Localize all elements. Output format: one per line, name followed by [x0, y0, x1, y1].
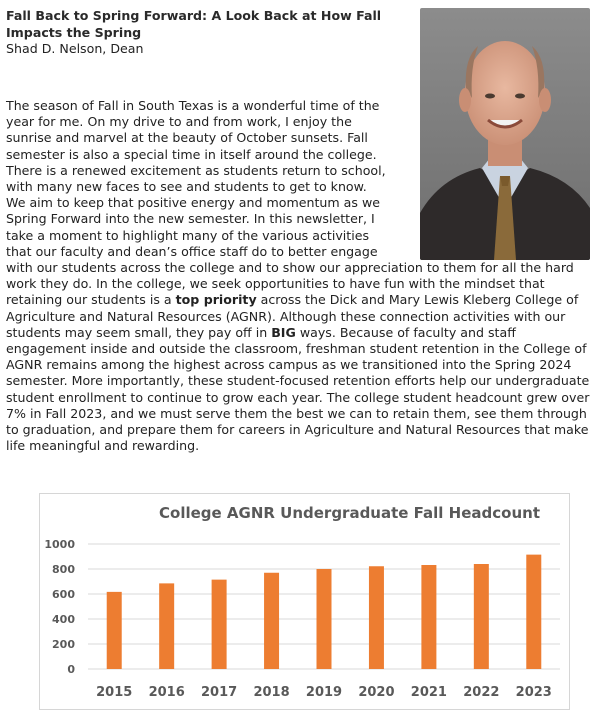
body-bold-big: BIG — [271, 324, 296, 340]
y-tick-label: 800 — [52, 563, 75, 576]
body-bold-top-priority: top priority — [175, 292, 257, 308]
x-tick-label: 2016 — [148, 685, 185, 700]
chart-plot-area — [40, 494, 569, 709]
chart-title: College AGNR Undergraduate Fall Headcount — [159, 504, 540, 522]
article — [6, 8, 590, 454]
x-tick-label: 2017 — [201, 685, 238, 700]
bar-2016 — [159, 583, 174, 669]
bar-2022 — [474, 564, 489, 669]
body-text-part2: across the Dick and Mary Lewis Kleberg College of Agriculture and Natural Resources (AGNR). Although these connection activities with our students may seem small, they pay off in — [6, 292, 579, 340]
x-tick-label: 2022 — [463, 685, 500, 700]
article-title: Fall Back to Spring Forward: A Look Back at How Fall Impacts the Spring — [6, 8, 382, 40]
bar-2023 — [526, 555, 541, 669]
y-tick-label: 1000 — [44, 538, 75, 551]
y-tick-label: 0 — [67, 663, 75, 676]
bar-2015 — [107, 592, 122, 669]
y-tick-label: 400 — [52, 613, 75, 626]
y-tick-label: 600 — [52, 588, 75, 601]
bar-2018 — [264, 573, 279, 669]
x-tick-label: 2021 — [410, 685, 447, 700]
article-body — [6, 98, 590, 454]
x-tick-label: 2023 — [515, 685, 552, 700]
x-tick-label: 2020 — [358, 685, 395, 700]
bar-2019 — [317, 569, 332, 669]
bar-2017 — [212, 580, 227, 669]
x-tick-label: 2015 — [96, 685, 133, 700]
body-text-part1: The season of Fall in South Texas is a wonderful time of the year for me. On my drive to and from work, I enjoy the sunrise and marvel at the beauty of October sunsets. Fall semester is also a special time in itself around the college. There is a renewed excitement as students return to school, with many new faces to see and students to get to know. We aim to keep that positive energy and momentum as we Spring Forward into the new semester. In this newsletter, I take a moment to highlight many of the various activities that our faculty and dean’s office staff do to better engage with our students across the college and to show our appreciation to them for all the hard work they do. In the college, we seek opportunities to have fun with the mindset that retaining our students is a — [6, 98, 574, 308]
headcount-chart — [39, 493, 570, 710]
x-tick-label: 2018 — [253, 685, 290, 700]
y-tick-label: 200 — [52, 638, 75, 651]
x-tick-label: 2019 — [305, 685, 343, 700]
bar-2020 — [369, 566, 384, 669]
article-author: Shad D. Nelson, Dean — [6, 41, 144, 56]
body-text-part3: ways. Because of faculty and staff engagement inside and outside the classroom, freshman student retention in the College of AGNR remains among the highest across campus as we transitioned into the Spring 2024 semester. More importantly, these student-focused retention efforts help our undergraduate student enrollment to continue to grow each year. The college student headcount grew over 7% in Fall 2023, and we must serve them the best we can to retain them, see them through to graduation, and prepare them for careers in Agriculture and Natural Resources that make life meaningful and rewarding. — [6, 324, 590, 454]
bar-2021 — [421, 565, 436, 669]
